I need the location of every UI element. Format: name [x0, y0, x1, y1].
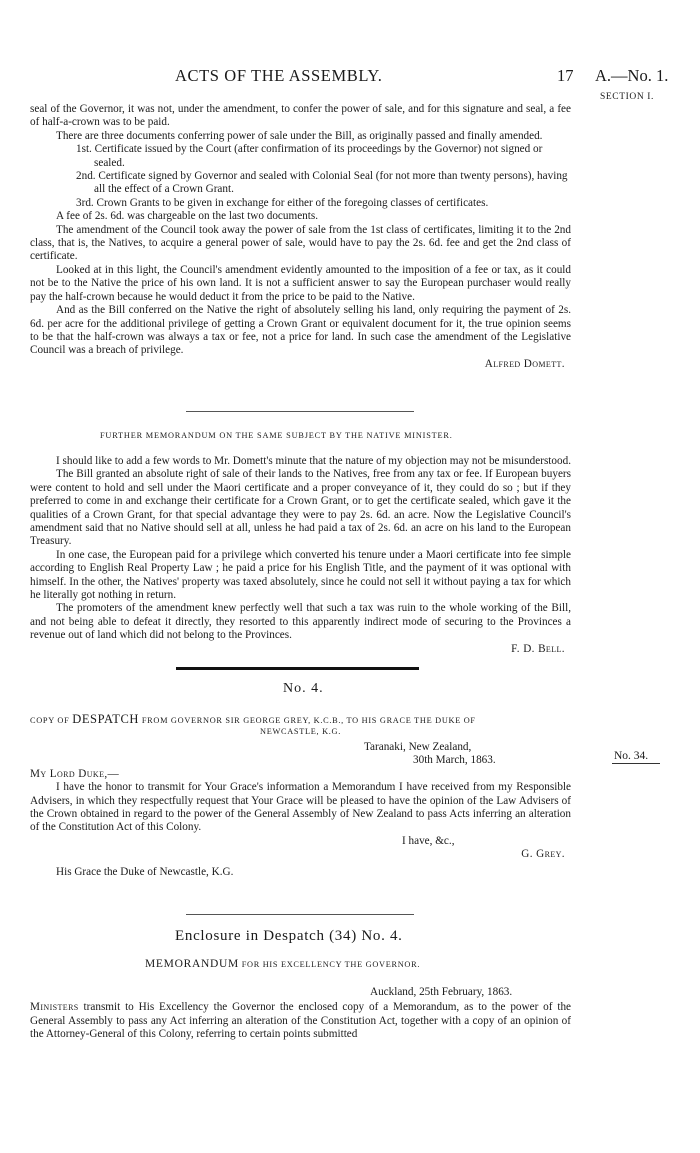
- list-item: 3rd. Crown Grants to be given in exchange for either of the foregoing classes of certificates.: [76, 196, 489, 209]
- despatch-place: Taranaki, New Zealand,: [364, 741, 472, 753]
- list-item: 2nd. Certificate signed by Governor and sealed with Colonial Seal (for not more than twenty persons), having all the effect of a Crown Grant.: [76, 170, 568, 196]
- thick-divider: [176, 667, 419, 670]
- paragraph: The amendment of the Council took away the power of sale from the 1st class of certificates, limiting it to the 2nd class, that is, the Natives, to acquire a general power of sale, would have to pay the 2s. 6d. fee and get the 2nd class of certificate.: [30, 223, 571, 263]
- signature-grey: G. Grey.: [521, 848, 565, 861]
- domett-memorandum: [30, 103, 571, 371]
- paragraph: A fee of 2s. 6d. was chargeable on the last two documents.: [56, 210, 319, 223]
- margin-reference: No. 34.: [612, 750, 660, 764]
- further-memo-heading: FURTHER MEMORANDUM ON THE SAME SUBJECT BY THE NATIVE MINISTER.: [100, 431, 453, 440]
- native-minister-memorandum: [30, 455, 571, 656]
- paragraph: There are three documents conferring power of sale under the Bill, as originally passed and finally amended.: [56, 129, 543, 142]
- signature-bell: F. D. Bell.: [511, 642, 565, 655]
- despatch-heading-b: DESPATCH: [72, 712, 140, 726]
- memo-heading-b: FOR HIS EXCELLENCY THE GOVERNOR.: [241, 960, 421, 969]
- paragraph: I should like to add a few words to Mr. Domett's minute that the nature of my objection may not be misunderstood.: [56, 455, 571, 467]
- memo-body: [30, 1001, 571, 1041]
- paper-reference: A.—No. 1.: [595, 66, 669, 85]
- despatch-number: No. 4.: [283, 681, 324, 696]
- memo-body-text: transmit to His Excellency the Governor the enclosed copy of a Memorandum, as to the power of the General Assembly to pass any Act inferring an alteration of the Constitution Act, together with a copy of an opinion of the Attorney-General of this Colony, referring to certain points submitted: [30, 1001, 572, 1041]
- enclosure-title: Enclosure in Despatch (34) No. 4.: [175, 928, 403, 944]
- paragraph: In one case, the European paid for a privilege which converted his tenure under a Maori certificate into fee simple according to English Real Property Law ; he paid a price for his English Title, and the payment of it was optional with himself. In the other, the Natives' property was taxed absolutely, since he could not sell it without paying a tax for which he literally got nothing in return.: [30, 548, 571, 602]
- page-running-title: ACTS OF THE ASSEMBLY.: [175, 66, 383, 85]
- addressee: His Grace the Duke of Newcastle, K.G.: [56, 865, 234, 878]
- ministers-memorandum: [30, 986, 571, 1042]
- despatch-date: 30th March, 1863.: [413, 754, 496, 767]
- despatch-letter: [30, 741, 571, 879]
- paragraph: And as the Bill conferred on the Native the right of absolutely selling his land, only requiring the payment of 2s. 6d. per acre for the additional privilege of getting a Crown Grant or equivalent document for it, the true opinion seems to be that the half-crown was always a tax or fee, not a price for land. In such case the amendment of the Legislative Council was a breach of privilege.: [30, 304, 571, 357]
- paragraph: seal of the Governor, it was not, under the amendment, to confer the power of sale, and for this signature and seal, a fee of half-a-crown was to be paid.: [30, 103, 571, 129]
- section-label: SECTION I.: [600, 92, 655, 102]
- despatch-heading-c: FROM GOVERNOR SIR GEORGE GREY, K.C.B., TO HIS GRACE THE DUKE OF: [141, 716, 476, 725]
- letter-body: I have the honor to transmit for Your Grace's information a Memorandum I have received from my Responsible Advisers, in which they respectfully request that Your Grace will be pleased to have the opinion of the Law Advisers of the Crown obtained in regard to the power of the General Assembly of New Zealand to pass Acts inferring an alteration of the Constitution Act of this Colony.: [30, 781, 571, 834]
- paragraph: The promoters of the amendment knew perfectly well that such a tax was ruin to the whole working of the Bill, and not being able to defeat it directly, they resorted to this apparently indirect mode of securing to the Provinces a revenue out of land which did not belong to the Provinces.: [30, 602, 571, 642]
- closing: I have, &c.,: [402, 834, 455, 847]
- section-divider: [186, 914, 414, 915]
- salutation: My Lord Duke,—: [30, 767, 120, 780]
- memo-heading: [145, 958, 420, 970]
- lead-word: Ministers: [30, 1001, 79, 1014]
- list-item: 1st. Certificate issued by the Court (after confirmation of its proceedings by the Governor) not signed or sealed.: [76, 143, 543, 169]
- memo-heading-a: MEMORANDUM: [145, 958, 239, 970]
- despatch-heading-a: COPY OF: [30, 716, 70, 725]
- section-divider: [186, 411, 414, 412]
- memo-place-date: Auckland, 25th February, 1863.: [370, 986, 513, 998]
- despatch-heading: [30, 712, 571, 727]
- paragraph: Looked at in this light, the Council's amendment evidently amounted to the imposition of a fee or tax, as it could not be to the Native the price of his own land. It is not a sufficient answer to say the European purchaser would really pay the half-crown because he would deduct it from the price to be paid to the Native.: [30, 263, 571, 303]
- despatch-heading-d: NEWCASTLE, K.G.: [260, 727, 342, 736]
- signature-domett: Alfred Domett.: [484, 357, 565, 370]
- paragraph: The Bill granted an absolute right of sale of their lands to the Natives, free from any tax or fee. If European buyers were content to hold and sell under the Maori certificate and a proper conveyance of it, they could do so ; but if they preferred to come in and exchange their certificate for a Crown Grant, or to get the certificate sealed, which gave it the qualities of a Crown Grant, for that special advantage they were to pay 2s. 6d. an acre. Now the Legislative Council's amendment said that no Native should sell at all, unless he had paid a tax of 2s. 6d. an acre on his land to the European Treasury.: [30, 468, 571, 548]
- page-number: 17: [557, 66, 574, 85]
